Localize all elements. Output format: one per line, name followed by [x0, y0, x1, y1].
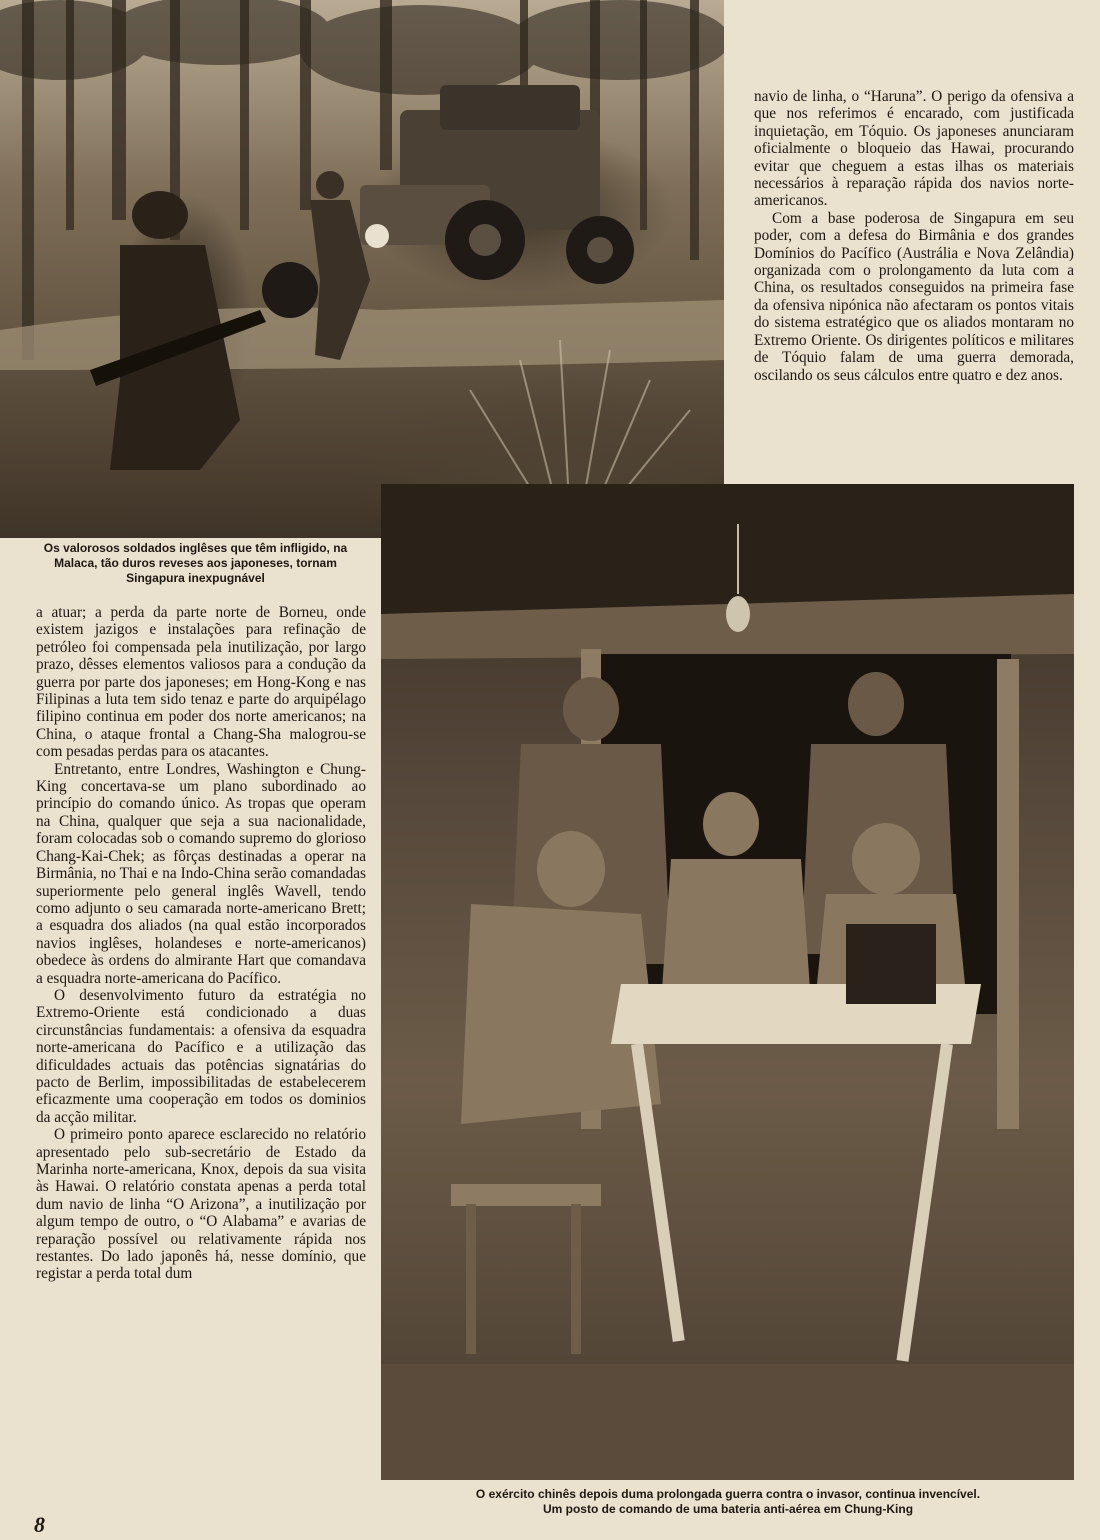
article-left-column — [36, 604, 366, 1504]
photo-soldiers-armoured-car — [0, 0, 724, 538]
left-column-paragraph: Entretanto, entre Londres, Washington e Chung-King concertava-se um plano subordinado ao princípio do comando único. As tropas que operam na China, qualquer que seja a sua nacionalidade, foram colocadas sob o comando supremo do glorioso Chang-Kai-Chek; as fôrças destinadas a operar na Birmânia, no Thai e na Indo-China serão comandadas superiormente pelo general inglês Wavell, tendo como adjunto o seu camarada norte-americano Brett; a esquadra dos aliados (na qual estão incorporados navios inglêses, holandeses e norte-americanos) obedece às ordens do almirante Hart que comandava a esquadra norte-americana do Pacífico. — [36, 760, 366, 987]
right-column-paragraph: navio de linha, o “Haruna”. O perigo da ofensiva a que nos referimos é encarado, com justificada inquietação, em Tóquio. Os japoneses anunciaram oficialmente o bloqueio das Hawai, procurando evitar que cheguem a estas ilhas os materiais necessários à reparação rápida dos navios norte-americanos. — [754, 88, 1074, 210]
left-column-paragraph: O primeiro ponto aparece esclarecido no relatório apresentado pelo sub-secretário de Estado da Marinha norte-americana, Knox, depois da sua visita às Hawai. O relatório constata apenas a perda total dum navio de linha “O Arizona”, a inutilização por algum tempo de outro, o “O Alabama” e avarias de reparação possível ou relativamente rápida nos restantes. Do lado japonês há, nesse domínio, que registar a perda total dum — [36, 1126, 366, 1283]
left-column-paragraph: O desenvolvimento futuro da estratégia no Extremo-Oriente está condicionado a duas circunstâncias fundamentais: a ofensiva da esquadra norte-americana do Pacífico e a utilização das dificuldades actuais das potências signatárias do pacto de Berlim, impossibilitadas de estabelecerem eficazmente uma cooperação em todos os dominios da acção militar. — [36, 986, 366, 1126]
article-right-column — [754, 88, 1074, 468]
right-column-paragraph: Com a base poderosa de Singapura em seu poder, com a defesa do Birmânia e dos grandes Domínios do Pacífico (Austrália e Nova Zelândia) organizada com o prolongamento da luta com a China, os resultados conseguidos na primeira fase da ofensiva nipónica não afectaram os pontos vitais do sistema estratégico que os aliados montaram no Extremo Oriente. Os dirigentes políticos e militares de Tóquio falam de uma guerra demorada, oscilando os seus cálculos entre quatro e dez anos. — [754, 209, 1074, 384]
photo-soldiers-armoured-car-illustration — [0, 0, 724, 538]
bottom-caption-line-2: Um posto de comando de uma bateria anti-aérea em Chung-King — [542, 1502, 914, 1516]
left-column-paragraph: a atuar; a perda da parte norte de Borneu, onde existem jazigos e instalações para refinação de petróleo foi compensada pela inutilização, por largo prazo, dêsses elementos valiosos para a condução da guerra por parte dos japoneses; em Hong-Kong e nas Filipinas a luta tem sido tenaz e parte do arquipélago filipino continua em poder dos norte americanos; na China, o ataque frontal a Chang-Sha malogrou-se com pesadas perdas para os atacantes. — [36, 604, 366, 761]
bottom-photo-caption — [388, 1487, 1068, 1517]
photo-command-post-chung-king — [381, 484, 1074, 1480]
photo-command-post-illustration — [381, 484, 1074, 1480]
bottom-caption-line-1: O exército chinês depois duma prolongada guerra contra o invasor, continua invencível. — [475, 1487, 981, 1501]
page-number: 8 — [34, 1512, 45, 1537]
top-photo-caption: Os valorosos soldados inglêses que têm infligido, na Malaca, tão duros reveses aos japoneses, tornam Singapura inexpugnável — [43, 541, 348, 585]
